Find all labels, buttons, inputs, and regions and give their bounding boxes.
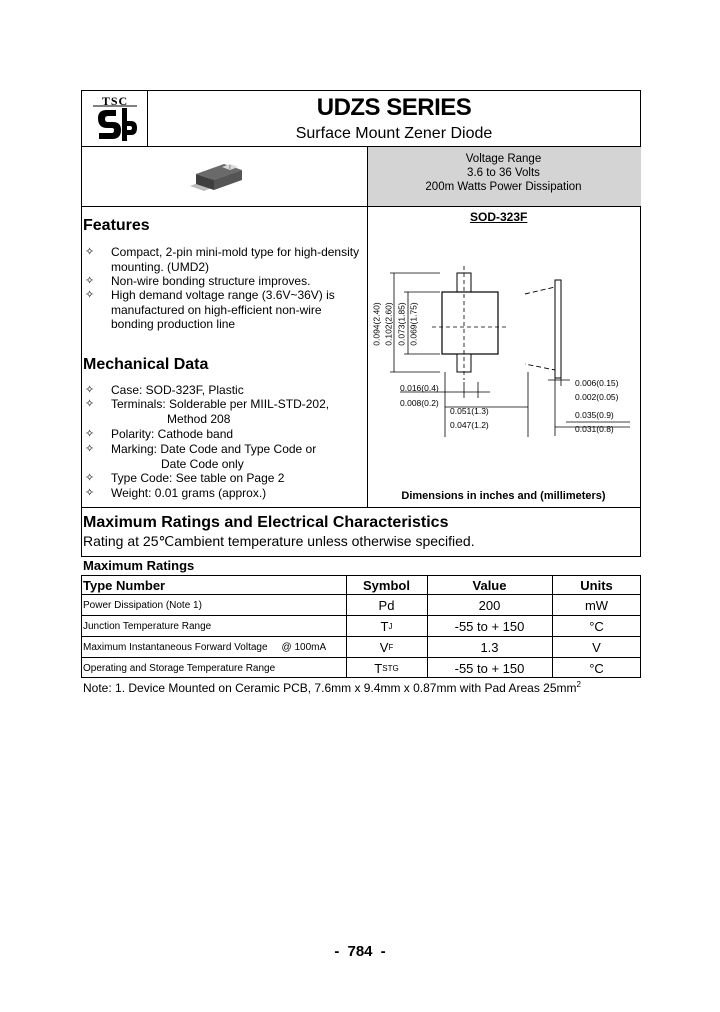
dim-height-1: 0.094(2.40) — [371, 302, 382, 346]
symbol-sub: STG — [382, 663, 399, 673]
mechanical-item: Case: SOD-323F, Plastic — [111, 383, 244, 397]
table-cell-param: Operating and Storage Temperature Range — [83, 662, 276, 674]
mechanical-item: Marking: Date Code and Type Code or Date Code only — [111, 442, 317, 471]
param-text: Maximum Instantaneous Forward Voltage — [83, 641, 268, 653]
ratings-table-title: Maximum Ratings — [83, 558, 195, 573]
table-footnote — [83, 680, 581, 695]
table-cell-unit: °C — [589, 660, 604, 676]
feature-item: Non-wire bonding structure improves. — [111, 274, 311, 288]
features-heading: Features — [83, 217, 150, 234]
table-cell-symbol — [346, 595, 427, 615]
bullet-icon: ✧ — [85, 398, 95, 410]
footnote-sup: 2 — [576, 680, 581, 689]
mechanical-item: Terminals: Solderable per MIIL-STD-202, Method 208 — [111, 397, 330, 426]
feature-item: High demand voltage range (3.6V~36V) is manufactured on high-efficient non-wire bonding production line — [111, 288, 335, 331]
ratings-note: Rating at 25℃ambient temperature unless otherwise specified. — [83, 533, 475, 549]
mechanical-heading: Mechanical Data — [83, 356, 209, 373]
bullet-icon: ✧ — [85, 443, 95, 455]
symbol-text: T — [374, 660, 383, 676]
table-cell-symbol — [346, 658, 427, 678]
tsc-logo-icon — [88, 105, 142, 145]
diode-package-image — [184, 156, 254, 196]
dim-height-4: 0.069(1.75) — [408, 302, 419, 346]
table-cell-value: 1.3 — [480, 639, 499, 655]
dim-lead-2: 0.008(0.2) — [400, 398, 439, 408]
column-header: Type Number — [83, 577, 166, 593]
table-cell-symbol — [346, 637, 427, 657]
page-subtitle: Surface Mount Zener Diode — [295, 125, 493, 142]
table-cell-param — [83, 637, 326, 657]
footnote-text: Note: 1. Device Mounted on Ceramic PCB, 7.6mm x 9.4mm x 0.87mm with Pad Areas 25mm — [83, 681, 577, 695]
mechanical-item: Polarity: Cathode band — [111, 427, 234, 441]
page-number: - 784 - — [334, 943, 386, 960]
column-header: Units — [580, 577, 613, 593]
dim-height-3: 0.073(1.85) — [396, 302, 407, 346]
dim-width-2: 0.047(1.2) — [450, 420, 489, 430]
table-cell-unit: °C — [589, 618, 604, 634]
table-cell-unit: V — [592, 639, 601, 655]
table-cell-param: Junction Temperature Range — [83, 620, 212, 632]
symbol-sub: J — [388, 621, 393, 631]
param-condition: @ 100mA — [281, 641, 327, 653]
column-header: Value — [472, 577, 507, 593]
summary-line-2: 3.6 to 36 Volts — [467, 167, 540, 179]
symbol-text: V — [379, 639, 389, 655]
table-cell-symbol — [346, 616, 427, 636]
mechanical-item: Type Code: See table on Page 2 — [111, 471, 285, 485]
dim-width-1: 0.051(1.3) — [450, 406, 489, 416]
summary-line-1: Voltage Range — [465, 153, 542, 165]
table-cell-param: Power Dissipation (Note 1) — [83, 599, 202, 611]
tsc-logo — [88, 93, 142, 145]
table-cell-value: -55 to + 150 — [454, 660, 525, 676]
mechanical-item: Weight: 0.01 grams (approx.) — [111, 486, 267, 500]
table-cell-unit: mW — [584, 597, 609, 613]
package-name: SOD-323F — [470, 210, 528, 224]
symbol-text: Pd — [378, 597, 395, 613]
bullet-icon: ✧ — [85, 275, 95, 287]
svg-text:I: I — [229, 165, 231, 171]
bullet-icon: ✧ — [85, 384, 95, 396]
bullet-icon: ✧ — [85, 472, 95, 484]
table-cell-value: -55 to + 150 — [454, 618, 525, 634]
bullet-icon: ✧ — [85, 428, 95, 440]
symbol-sub: F — [388, 642, 394, 652]
dim-thick-3: 0.035(0.9) — [575, 410, 614, 420]
bullet-icon: ✧ — [85, 487, 95, 499]
logo-text: TSC — [101, 94, 129, 108]
dim-thick-4: 0.031(0.8) — [575, 424, 614, 434]
page-title: UDZS SERIES — [316, 94, 472, 121]
table-cell-value: 200 — [478, 597, 501, 613]
dim-thick-2: 0.002(0.05) — [575, 392, 619, 402]
symbol-text: T — [380, 618, 389, 634]
bullet-icon: ✧ — [85, 246, 95, 258]
feature-item: Compact, 2-pin mini-mold type for high-density mounting. (UMD2) — [111, 245, 360, 274]
summary-line-3: 200m Watts Power Dissipation — [425, 181, 582, 193]
bullet-icon: ✧ — [85, 289, 95, 301]
dim-lead-1: 0.016(0.4) — [400, 383, 439, 393]
column-header: Symbol — [363, 577, 410, 593]
dim-height-2: 0.102(2.60) — [383, 302, 394, 346]
dimensions-caption: Dimensions in inches and (millimeters) — [401, 490, 606, 502]
features-divider — [367, 206, 368, 508]
ratings-heading: Maximum Ratings and Electrical Characteristics — [83, 514, 449, 531]
dim-thick-1: 0.006(0.15) — [575, 378, 619, 388]
